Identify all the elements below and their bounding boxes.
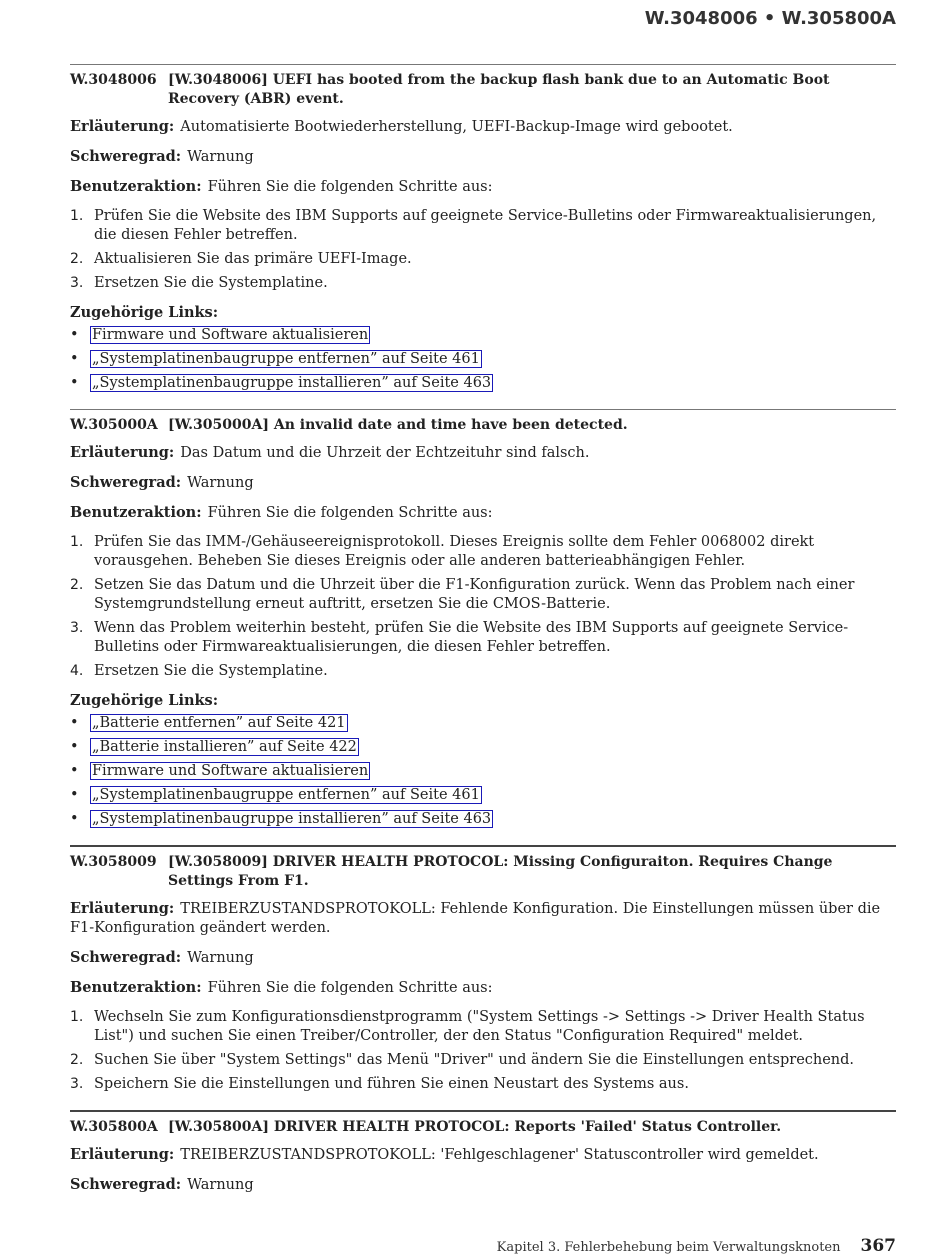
severity bbox=[70, 147, 896, 167]
entry-heading bbox=[70, 416, 896, 435]
action-step: 2. Suchen Sie über "System Settings" das Menü "Driver" und ändern Sie die Einstellungen entsprechend. bbox=[70, 1052, 855, 1068]
explanation-text: Das Datum und die Uhrzeit der Echtzeituhr sind falsch. bbox=[180, 445, 590, 461]
related-link[interactable]: Firmware und Software aktualisieren bbox=[92, 763, 369, 779]
related-link-item bbox=[70, 374, 896, 393]
bullet-icon: • bbox=[70, 787, 79, 803]
severity-label: Schweregrad: bbox=[70, 1176, 182, 1193]
related-links-heading: Zugehörige Links: bbox=[70, 304, 219, 321]
related-link[interactable]: „Systemplatinenbaugruppe entfernen” auf Seite 461 bbox=[92, 787, 480, 803]
related-link-item bbox=[70, 350, 896, 369]
related-link[interactable]: „Systemplatinenbaugruppe entfernen” auf Seite 461 bbox=[92, 351, 480, 367]
action-step: 4. Ersetzen Sie die Systemplatine. bbox=[70, 663, 328, 679]
severity-text: Warnung bbox=[187, 1177, 254, 1193]
action-step: 1. Prüfen Sie das IMM-/Gehäuseereignisprotokoll. Dieses Ereignis sollte dem Fehler 0068002 direkt vorausgehen. Beheben Sie dieses Ereignis oder alle anderen batterieabhängigen Fehler. bbox=[70, 534, 815, 569]
user-action-text: Führen Sie die folgenden Schritte aus: bbox=[207, 980, 493, 996]
chapter-title: Kapitel 3. Fehlerbehebung beim Verwaltungsknoten bbox=[496, 1240, 841, 1255]
related-links-heading: Zugehörige Links: bbox=[70, 692, 219, 709]
related-link-item bbox=[70, 714, 896, 733]
user-action bbox=[70, 177, 896, 197]
severity-text: Warnung bbox=[187, 149, 254, 165]
related-link[interactable]: „Systemplatinenbaugruppe installieren” auf Seite 463 bbox=[92, 811, 492, 827]
user-action bbox=[70, 503, 896, 523]
bullet-icon: • bbox=[70, 715, 79, 731]
related-link-item bbox=[70, 786, 896, 805]
page-content bbox=[70, 64, 896, 1211]
explanation bbox=[70, 899, 896, 938]
severity-label: Schweregrad: bbox=[70, 474, 182, 491]
message-code: W.305000A bbox=[70, 417, 158, 433]
related-link-item bbox=[70, 738, 896, 757]
user-action-label: Benutzeraktion: bbox=[70, 504, 202, 521]
message-code: W.305800A bbox=[70, 1119, 158, 1135]
severity bbox=[70, 1175, 896, 1195]
action-step: 3. Ersetzen Sie die Systemplatine. bbox=[70, 275, 328, 291]
action-step: 3. Speichern Sie die Einstellungen und führen Sie einen Neustart des Systems aus. bbox=[70, 1076, 689, 1092]
explanation-label: Erläuterung: bbox=[70, 118, 175, 135]
message-code: W.3048006 bbox=[70, 72, 157, 88]
user-action-text: Führen Sie die folgenden Schritte aus: bbox=[207, 179, 493, 195]
action-steps bbox=[70, 207, 896, 293]
action-step: 1. Wechseln Sie zum Konfigurationsdienstprogramm ("System Settings -> Settings -> Driver Health Status List") und suchen Sie einen Treiber/Controller, der den Status "Configuration Required" meldet. bbox=[70, 1009, 865, 1044]
action-steps bbox=[70, 1008, 896, 1094]
severity bbox=[70, 473, 896, 493]
entry-heading bbox=[70, 71, 896, 109]
message-title: [W.305800A] DRIVER HEALTH PROTOCOL: Reports 'Failed' Status Controller. bbox=[168, 1119, 782, 1135]
bullet-icon: • bbox=[70, 327, 79, 343]
message-entry bbox=[70, 64, 896, 393]
explanation-text: Automatisierte Bootwiederherstellung, UEFI-Backup-Image wird gebootet. bbox=[180, 119, 733, 135]
action-step: 2. Setzen Sie das Datum und die Uhrzeit über die F1-Konfiguration zurück. Wenn das Problem nach einer Systemgrundstellung erneut auftritt, ersetzen Sie die CMOS-Batterie. bbox=[70, 577, 855, 612]
explanation-text: TREIBERZUSTANDSPROTOKOLL: 'Fehlgeschlagener' Statuscontroller wird gemeldet. bbox=[180, 1147, 819, 1163]
page-footer bbox=[497, 1236, 896, 1256]
related-link-item bbox=[70, 762, 896, 781]
explanation-text: TREIBERZUSTANDSPROTOKOLL: Fehlende Konfiguration. Die Einstellungen müssen über die F1-Konfiguration geändert werden. bbox=[70, 901, 881, 936]
severity-text: Warnung bbox=[187, 950, 254, 966]
message-entry bbox=[70, 409, 896, 829]
explanation bbox=[70, 1145, 896, 1165]
severity-text: Warnung bbox=[187, 475, 254, 491]
message-entry bbox=[70, 1110, 896, 1195]
explanation-label: Erläuterung: bbox=[70, 900, 175, 917]
action-step: 3. Wenn das Problem weiterhin besteht, prüfen Sie die Website des IBM Supports auf geeignete Service-Bulletins oder Firmwareaktualisierungen, die diesen Fehler betreffen. bbox=[70, 620, 849, 655]
related-link[interactable]: Firmware und Software aktualisieren bbox=[92, 327, 369, 343]
message-title: [W.3048006] UEFI has booted from the backup flash bank due to an Automatic Boot Recovery (ABR) event. bbox=[168, 72, 830, 107]
related-links bbox=[70, 326, 896, 393]
running-head: W.3048006 • W.305800A bbox=[644, 8, 896, 29]
related-link-item bbox=[70, 326, 896, 345]
severity bbox=[70, 948, 896, 968]
explanation bbox=[70, 117, 896, 137]
bullet-icon: • bbox=[70, 811, 79, 827]
action-step: 2. Aktualisieren Sie das primäre UEFI-Image. bbox=[70, 251, 412, 267]
related-link[interactable]: „Systemplatinenbaugruppe installieren” auf Seite 463 bbox=[92, 375, 492, 391]
severity-label: Schweregrad: bbox=[70, 148, 182, 165]
message-title: [W.3058009] DRIVER HEALTH PROTOCOL: Missing Configuraiton. Requires Change Settings From F1. bbox=[168, 854, 833, 889]
related-links bbox=[70, 714, 896, 829]
explanation-label: Erläuterung: bbox=[70, 1146, 175, 1163]
explanation bbox=[70, 443, 896, 463]
user-action-label: Benutzeraktion: bbox=[70, 979, 202, 996]
explanation-label: Erläuterung: bbox=[70, 444, 175, 461]
message-title: [W.305000A] An invalid date and time have been detected. bbox=[168, 417, 628, 433]
bullet-icon: • bbox=[70, 375, 79, 391]
user-action bbox=[70, 978, 896, 998]
severity-label: Schweregrad: bbox=[70, 949, 182, 966]
related-link[interactable]: „Batterie installieren” auf Seite 422 bbox=[92, 739, 357, 755]
related-link-item bbox=[70, 810, 896, 829]
bullet-icon: • bbox=[70, 351, 79, 367]
bullet-icon: • bbox=[70, 763, 79, 779]
action-steps bbox=[70, 533, 896, 681]
page-number: 367 bbox=[860, 1236, 896, 1256]
user-action-text: Führen Sie die folgenden Schritte aus: bbox=[207, 505, 493, 521]
related-link[interactable]: „Batterie entfernen” auf Seite 421 bbox=[92, 715, 346, 731]
entry-heading bbox=[70, 1118, 896, 1137]
user-action-label: Benutzeraktion: bbox=[70, 178, 202, 195]
action-step: 1. Prüfen Sie die Website des IBM Supports auf geeignete Service-Bulletins oder Firmwareaktualisierungen, die diesen Fehler betreffen. bbox=[70, 208, 877, 243]
message-entry bbox=[70, 845, 896, 1094]
bullet-icon: • bbox=[70, 739, 79, 755]
message-code: W.3058009 bbox=[70, 854, 157, 870]
entry-heading bbox=[70, 853, 896, 891]
